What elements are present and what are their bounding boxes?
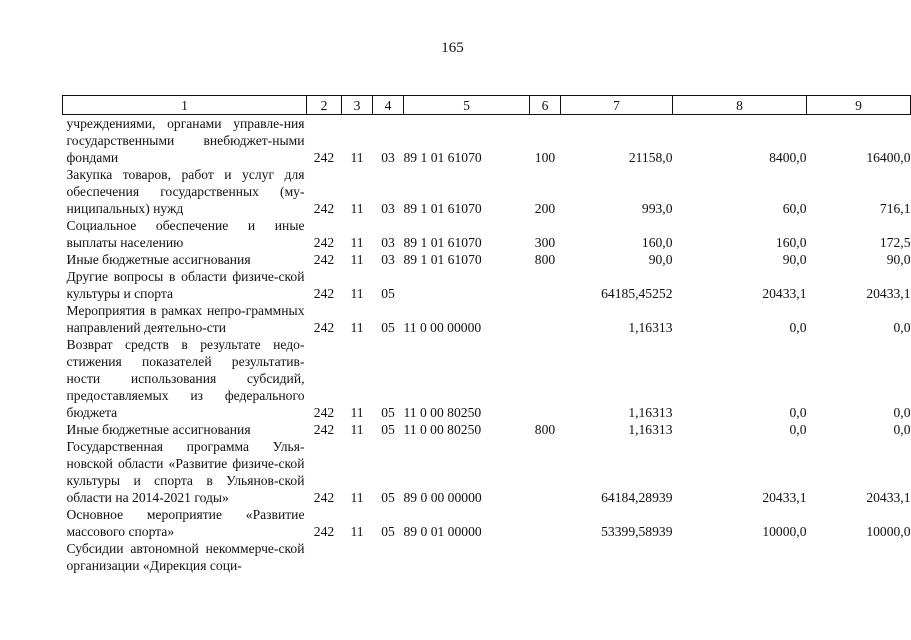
expense-type-code <box>530 336 561 421</box>
table-row <box>63 166 911 217</box>
ministry-code: 242 <box>313 252 335 267</box>
amount-col7 <box>561 540 673 574</box>
ministry-code: 242 <box>313 405 335 420</box>
expense-type-code <box>530 540 561 574</box>
amount-col9: 90,0 <box>886 252 911 267</box>
line-item-name: Субсидии автономной некоммерче-ской организации «Дирекция соци- <box>66 541 305 573</box>
target-article-code: 89 1 01 61070 <box>403 252 482 267</box>
ministry-code: 242 <box>313 235 335 250</box>
section-code: 11 <box>350 150 364 165</box>
expense-type-code: 800 <box>534 422 556 437</box>
section-code: 11 <box>350 252 364 267</box>
amount-col8 <box>673 540 807 574</box>
line-item-name: Мероприятия в рамках непро-граммных направлений деятельно-сти <box>66 303 305 335</box>
amount-col9: 0,0 <box>893 422 911 437</box>
ministry-code: 242 <box>313 524 335 539</box>
expense-type-code <box>530 268 561 302</box>
line-item-name: Социальное обеспечение и иные выплаты населению <box>66 218 305 250</box>
target-article-code: 11 0 00 80250 <box>403 405 482 420</box>
expense-type-code <box>530 506 561 540</box>
page-number: 165 <box>441 40 464 56</box>
header-cell: 5 <box>404 96 530 115</box>
section-code: 11 <box>350 235 364 250</box>
target-article-code: 11 0 00 80250 <box>403 422 482 437</box>
line-item-name: Государственная программа Улья-новской области «Развитие физиче-ской культуры и спорта в Ульянов-ской области на 2014-2021 годы» <box>66 439 305 505</box>
amount-col8: 20433,1 <box>762 490 807 505</box>
table-row <box>63 268 911 302</box>
target-article-code <box>404 268 530 302</box>
ministry-code: 242 <box>313 320 335 335</box>
header-cell: 6 <box>530 96 561 115</box>
amount-col8: 20433,1 <box>762 286 807 301</box>
subsection-code: 05 <box>381 422 395 437</box>
amount-col8: 8400,0 <box>769 150 807 165</box>
section-code: 11 <box>350 524 364 539</box>
amount-col7: 90,0 <box>648 252 673 267</box>
section-code <box>342 540 373 574</box>
target-article-code: 89 1 01 61070 <box>403 201 482 216</box>
amount-col8: 160,0 <box>775 235 807 250</box>
expense-type-code: 300 <box>534 235 556 250</box>
ministry-code: 242 <box>313 490 335 505</box>
header-cell: 9 <box>807 96 911 115</box>
subsection-code: 03 <box>381 252 395 267</box>
section-code: 11 <box>350 201 364 216</box>
amount-col8: 0,0 <box>789 320 807 335</box>
expense-type-code: 800 <box>534 252 556 267</box>
header-cell: 4 <box>373 96 404 115</box>
subsection-code: 03 <box>381 235 395 250</box>
section-code: 11 <box>350 286 364 301</box>
section-code: 11 <box>350 405 364 420</box>
subsection-code: 05 <box>381 490 395 505</box>
amount-col9 <box>807 540 911 574</box>
table-row <box>63 336 911 421</box>
table-row <box>63 438 911 506</box>
amount-col8: 60,0 <box>782 201 807 216</box>
amount-col8: 90,0 <box>782 252 807 267</box>
amount-col7: 1,16313 <box>628 320 673 335</box>
amount-col7: 53399,58939 <box>601 524 673 539</box>
header-cell: 7 <box>561 96 673 115</box>
section-code: 11 <box>350 490 364 505</box>
line-item-name: Возврат средств в результате недо-стижения показателей результатив-ности использования субсидий, предоставляемых из федерального бюджета <box>66 337 305 420</box>
table-row <box>63 217 911 251</box>
amount-col7: 993,0 <box>641 201 673 216</box>
amount-col9: 20433,1 <box>866 286 911 301</box>
expense-type-code: 200 <box>534 201 556 216</box>
amount-col9: 0,0 <box>893 405 911 420</box>
line-item-name: Другие вопросы в области физиче-ской культуры и спорта <box>66 269 305 301</box>
amount-col7: 21158,0 <box>628 150 673 165</box>
ministry-code: 242 <box>313 201 335 216</box>
amount-col9: 716,1 <box>879 201 911 216</box>
table-row <box>63 506 911 540</box>
target-article-code <box>404 540 530 574</box>
subsection-code <box>373 540 404 574</box>
header-cell: 2 <box>307 96 342 115</box>
line-item-name: Основное мероприятие «Развитие массового спорта» <box>66 507 305 539</box>
subsection-code: 05 <box>381 405 395 420</box>
amount-col7: 160,0 <box>641 235 673 250</box>
expense-type-code <box>530 302 561 336</box>
amount-col9: 10000,0 <box>866 524 911 539</box>
line-item-name: учреждениями, органами управле-ния государственными внебюджет-ными фондами <box>66 116 305 165</box>
budget-table <box>62 95 911 574</box>
table-row <box>63 115 911 167</box>
amount-col8: 10000,0 <box>762 524 807 539</box>
header-cell: 1 <box>63 96 307 115</box>
ministry-code <box>307 540 342 574</box>
amount-col9: 20433,1 <box>866 490 911 505</box>
subsection-code: 05 <box>381 524 395 539</box>
amount-col7: 1,16313 <box>628 422 673 437</box>
subsection-code: 05 <box>381 320 395 335</box>
amount-col9: 16400,0 <box>866 150 911 165</box>
target-article-code: 11 0 00 00000 <box>403 320 482 335</box>
target-article-code: 89 0 01 00000 <box>403 524 482 539</box>
amount-col7: 64184,28939 <box>601 490 673 505</box>
target-article-code: 89 1 01 61070 <box>403 235 482 250</box>
section-code: 11 <box>350 320 364 335</box>
ministry-code: 242 <box>313 286 335 301</box>
expense-type-code: 100 <box>534 150 556 165</box>
subsection-code: 03 <box>381 150 395 165</box>
line-item-name: Закупка товаров, работ и услуг для обеспечения государственных (му-ниципальных) нужд <box>66 167 305 216</box>
table-row <box>63 421 911 438</box>
subsection-code: 03 <box>381 201 395 216</box>
amount-col8: 0,0 <box>789 405 807 420</box>
ministry-code: 242 <box>313 150 335 165</box>
line-item-name: Иные бюджетные ассигнования <box>66 422 251 437</box>
ministry-code: 242 <box>313 422 335 437</box>
amount-col7: 64185,45252 <box>601 286 673 301</box>
section-code: 11 <box>350 422 364 437</box>
amount-col8: 0,0 <box>789 422 807 437</box>
table-row <box>63 302 911 336</box>
line-item-name: Иные бюджетные ассигнования <box>66 252 251 267</box>
header-cell: 8 <box>673 96 807 115</box>
target-article-code: 89 0 00 00000 <box>403 490 482 505</box>
amount-col9: 172,5 <box>879 235 911 250</box>
table-row <box>63 540 911 574</box>
header-row <box>63 96 911 115</box>
table-row <box>63 251 911 268</box>
subsection-code: 05 <box>381 286 395 301</box>
amount-col9: 0,0 <box>893 320 911 335</box>
amount-col7: 1,16313 <box>628 405 673 420</box>
expense-type-code <box>530 438 561 506</box>
target-article-code: 89 1 01 61070 <box>403 150 482 165</box>
header-cell: 3 <box>342 96 373 115</box>
